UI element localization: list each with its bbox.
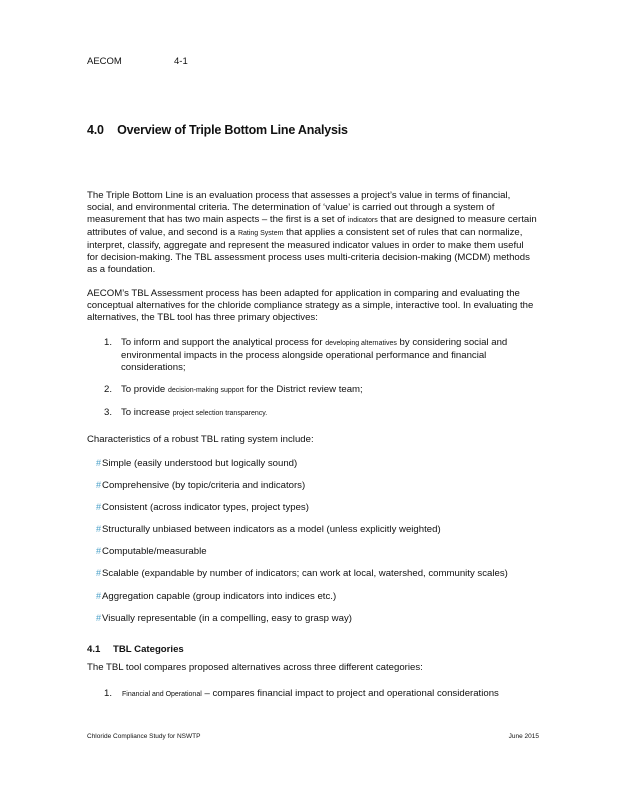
subsection-number: 4.1 [87, 644, 101, 655]
objective-item: 3. To increase project selection transparency. [104, 407, 268, 418]
bullet-icon: # [96, 458, 102, 468]
indicators-term: indicators [347, 217, 378, 224]
list-item: #Scalable (expandable by number of indicators; can work at local, watershed, community scales) [96, 568, 508, 580]
section-heading [87, 123, 358, 137]
characteristics-list [96, 457, 508, 634]
bullet-icon: # [96, 480, 102, 491]
objectives-list [87, 337, 527, 430]
list-item: #Simple (easily understood but logically sound) [96, 458, 298, 469]
bullet-icon: # [96, 590, 102, 601]
page-header [87, 56, 188, 67]
subsection-heading [87, 644, 194, 655]
intro-paragraph: The Triple Bottom Line is an evaluation process that assesses a project’s value in terms of financial, social, and environmental criteria. The determination of ‘value’ is carried out through a system of measurement that has two main aspects – the first is a set of indicators that are designed to measure certain attributes of value, and second is a Rating System that applies a consistent set of rules that can normalize, interpret, classify, aggregate and represent the measured indicator values in order to make them useful for decision-making. The TBL assessment process uses multi-criteria decision-making (MCDM) methods as a foundation. [87, 190, 537, 275]
rating-system-term: Rating System [237, 230, 284, 237]
bullet-icon: # [96, 524, 102, 535]
characteristics-intro: Characteristics of a robust TBL rating system include: [87, 434, 314, 445]
footer-document-title: Chloride Compliance Study for NSWTP [87, 733, 201, 740]
categories-list [87, 688, 527, 701]
list-item: #Aggregation capable (group indicators into indices etc.) [96, 590, 337, 602]
section-title: Overview of Triple Bottom Line Analysis [117, 123, 348, 137]
list-item: #Comprehensive (by topic/criteria and indicators) [96, 480, 306, 492]
bullet-icon: # [96, 568, 102, 579]
section-number: 4.0 [87, 123, 104, 137]
list-item: #Structurally unbiased between indicators as a model (unless explicitly weighted) [96, 524, 441, 536]
bullet-icon: # [96, 546, 102, 557]
categories-intro: The TBL tool compares proposed alternatives across three different categories: [87, 662, 423, 673]
objective-item: 1. To inform and support the analytical process for developing alternatives by considering social and environmental impacts in the process alongside operational performance and financial considerations; [104, 337, 508, 373]
bullet-icon: # [96, 612, 102, 623]
list-item: #Consistent (across indicator types, project types) [96, 502, 309, 514]
footer-date: June 2015 [508, 733, 539, 740]
company-name: AECOM [87, 56, 122, 67]
list-item: #Computable/measurable [96, 546, 207, 558]
category-item: 1. Financial and Operational – compares financial impact to project and operational considerations [104, 688, 499, 699]
objective-item: 2. To provide decision-making support for the District review team; [104, 384, 363, 395]
page-number: 4-1 [174, 56, 188, 67]
list-item: #Visually representable (in a compelling, easy to grasp way) [96, 612, 352, 624]
subsection-title: TBL Categories [113, 644, 184, 655]
tbl-process-paragraph: AECOM’s TBL Assessment process has been adapted for application in comparing and evaluating the conceptual alternatives for the chloride compliance strategy as a simple, interactive tool. In evaluating the alternatives, the TBL tool has three primary objectives: [87, 288, 534, 323]
page-footer [87, 733, 539, 740]
bullet-icon: # [96, 502, 102, 513]
